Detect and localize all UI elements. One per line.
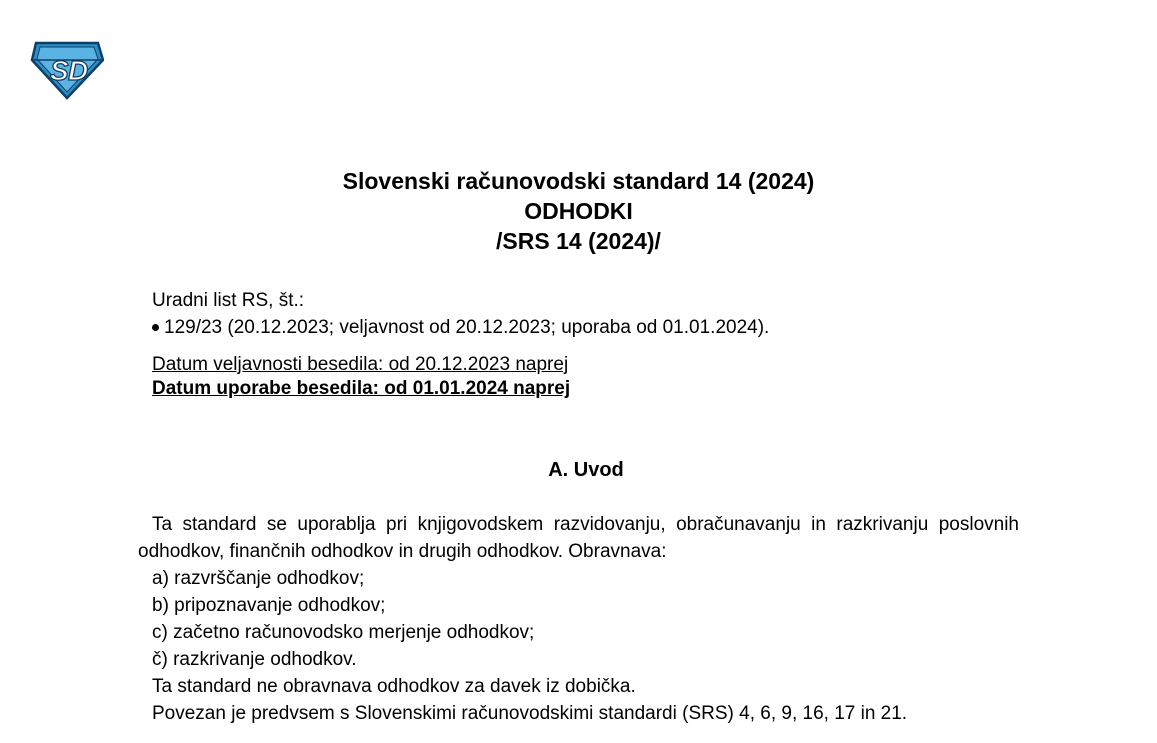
document-title bbox=[0, 166, 1157, 256]
publication-label: Uradni list RS, št.: bbox=[152, 290, 305, 311]
publication-item-text: 129/23 (20.12.2023; veljavnost od 20.12.2023; uporaba od 01.01.2024). bbox=[164, 317, 770, 338]
list-item: č) razkrivanje odhodkov. bbox=[152, 649, 357, 670]
validity-date: Datum veljavnosti besedila: od 20.12.2023 naprej bbox=[152, 354, 569, 375]
application-date: Datum uporabe besedila: od 01.01.2024 naprej bbox=[152, 378, 571, 399]
publication-info bbox=[152, 287, 769, 341]
related-paragraph: Povezan je predvsem s Slovenskimi računovodskimi standardi (SRS) 4, 6, 9, 16, 17 in 21. bbox=[152, 703, 908, 724]
list-item: b) pripoznavanje odhodkov; bbox=[152, 595, 386, 616]
title-line-3: /SRS 14 (2024)/ bbox=[496, 228, 661, 254]
list-item: c) začetno računovodsko merjenje odhodkov; bbox=[152, 622, 535, 643]
section-body bbox=[138, 511, 1019, 727]
diamond-logo-icon bbox=[30, 40, 104, 100]
intro-paragraph: Ta standard se uporablja pri knjigovodskem razvidovanju, obračunavanju in razkrivanju poslovnih odhodkov, finančnih odhodkov in drugih odhodkov. Obravnava: bbox=[138, 514, 1019, 562]
publication-item bbox=[152, 314, 769, 341]
title-line-1: Slovenski računovodski standard 14 (2024) bbox=[342, 168, 815, 194]
title-line-2: ODHODKI bbox=[524, 198, 633, 224]
exclusion-paragraph: Ta standard ne obravnava odhodkov za davek iz dobička. bbox=[152, 676, 636, 697]
list-item: a) razvrščanje odhodkov; bbox=[152, 568, 365, 589]
section-heading: A. Uvod bbox=[548, 459, 624, 481]
svg-text:S: S bbox=[50, 55, 69, 86]
text-dates bbox=[152, 353, 570, 401]
bullet-icon bbox=[152, 324, 159, 331]
svg-text:D: D bbox=[68, 55, 89, 86]
